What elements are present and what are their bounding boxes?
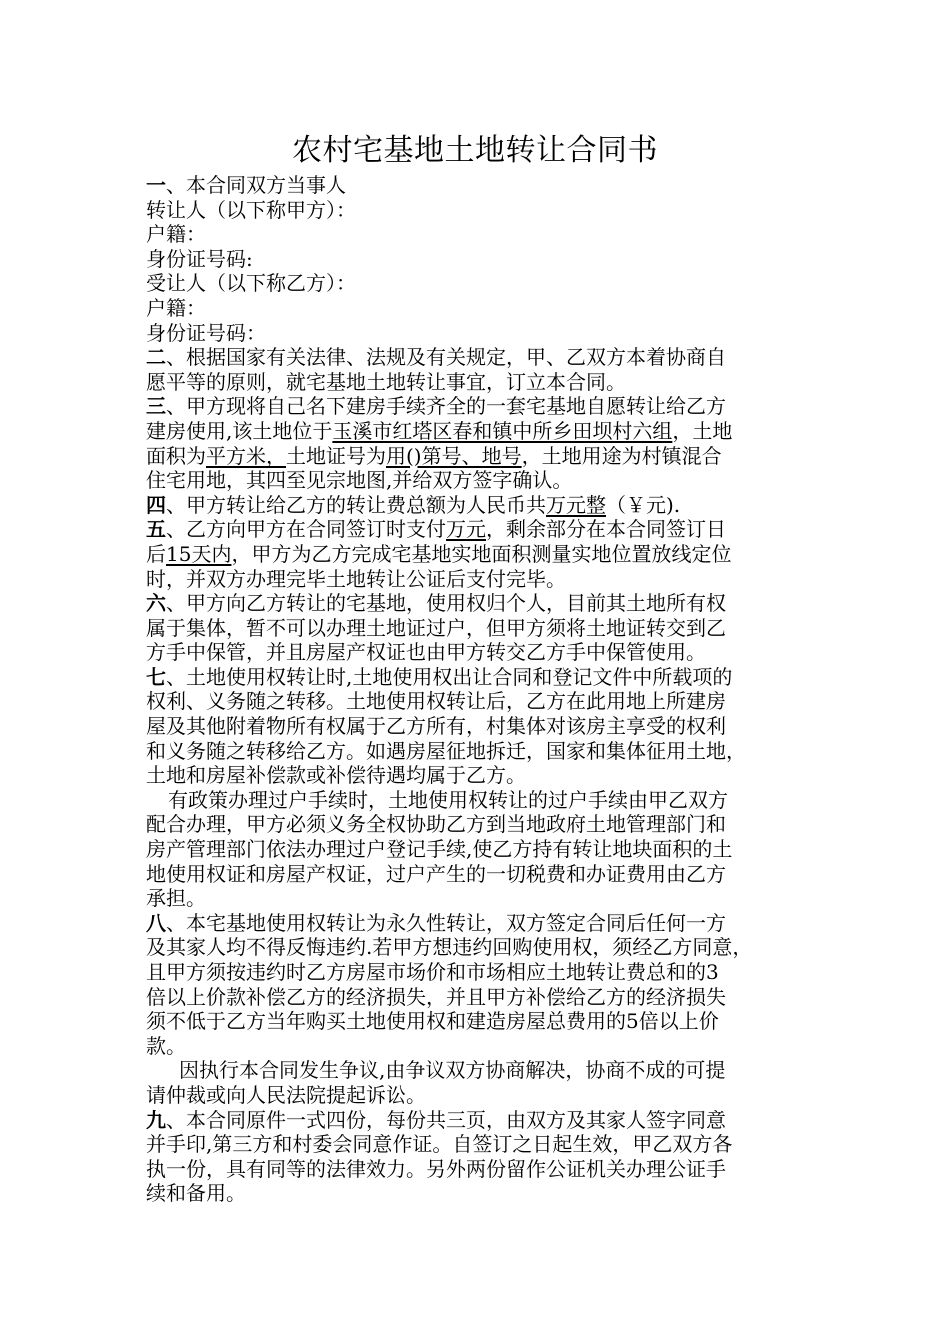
document-title: 农村宅基地土地转让合同书 <box>292 133 658 168</box>
section-number: 七 <box>146 664 166 689</box>
transferor-huji: 户籍： <box>146 222 206 247</box>
section-7-line-5: 土地和房屋补偿款或补偿待遇均属于乙方。 <box>146 763 526 788</box>
section-9-line-3: 执一份，具有同等的法律效力。另外两份留作公证机关办理公证手 <box>146 1156 726 1181</box>
section-8-para-1: 因执行本合同发生争议,由争议双方协商解决，协商不成的可提 <box>179 1058 726 1083</box>
section-number: 一 <box>146 173 166 197</box>
transferor-id: 身份证号码: <box>146 246 253 271</box>
land-location: 玉溪市红塔区春和镇中所乡田坝村六组 <box>332 418 673 443</box>
section-number: 九 <box>146 1107 166 1132</box>
section-9-line-1: 九、本合同原件一式四份，每份共三页，由双方及其家人签字同意 <box>146 1107 726 1132</box>
section-number: 八 <box>146 910 166 935</box>
transfer-fee: 万元整 <box>546 492 606 517</box>
transferee-huji: 户籍： <box>146 295 206 320</box>
section-1-heading: 一、本合同双方当事人 <box>146 173 346 197</box>
section-number: 四 <box>146 492 166 517</box>
section-7-line-3: 屋及其他附着物所有权属于乙方所有，村集体对该房主享受的权利 <box>146 714 726 739</box>
section-8-line-1: 八、本宅基地使用权转让为永久性转让，双方签定合同后任何一方 <box>146 910 726 935</box>
transferee-line: 受让人（以下称乙方）： <box>146 271 356 296</box>
section-9-line-4: 续和备用。 <box>146 1181 246 1206</box>
section-5-line-1: 五、乙方向甲方在合同签订时支付万元，剩余部分在本合同签订日 <box>146 517 726 542</box>
section-3-line-4: 住宅用地，其四至见宗地图,并给双方签字确认。 <box>146 468 573 493</box>
section-7-para-1: 有政策办理过户手续时，土地使用权转让的过户手续由甲乙双方 <box>168 787 728 812</box>
section-3-line-1: 三、甲方现将自己名下建房手续齐全的一套宅基地自愿转让给乙方 <box>146 394 726 419</box>
section-7-line-2: 权利、义务随之转移。土地使用权转让后，乙方在此用地上所建房 <box>146 689 726 714</box>
section-2-line-1: 二、根据国家有关法律、法规及有关规定，甲、乙双方本着协商自 <box>146 345 726 370</box>
section-3-line-3: 面积为平方米，土地证号为用()第号、地号，土地用途为村镇混合 <box>146 443 722 468</box>
section-4-line-1: 四、甲方转让给乙方的转让费总额为人民币共万元整（￥元). <box>146 492 681 517</box>
section-number: 五 <box>146 517 166 542</box>
section-7-line-4: 和义务随之转移给乙方。如遇房屋征地拆迁，国家和集体征用土地， <box>146 738 746 763</box>
section-6-line-3: 方手中保管，并且房屋产权证也由甲方转交乙方手中保管使用。 <box>146 640 706 665</box>
transferor-line: 转让人（以下称甲方）： <box>146 197 356 222</box>
land-area: 平方米， <box>206 443 286 468</box>
section-7-para-2: 配合办理，甲方必须义务全权协助乙方到当地政府土地管理部门和 <box>146 812 726 837</box>
section-5-line-3: 时，并双方办理完毕土地转让公证后支付完毕。 <box>146 566 566 591</box>
document-body <box>146 173 822 1206</box>
section-5-line-2: 后15天内，甲方为乙方完成宅基地实地面积测量实地位置放线定位 <box>146 541 732 566</box>
section-3-line-2: 建房使用,该土地位于玉溪市红塔区春和镇中所乡田坝村六组，土地 <box>146 418 733 443</box>
section-9-line-2: 并手印,第三方和村委会同意作证。自签订之日起生效，甲乙双方各 <box>146 1132 733 1157</box>
section-6-line-1: 六、甲方向乙方转让的宅基地，使用权归个人，目前其土地所有权 <box>146 591 726 616</box>
section-7-para-4: 地使用权证和房屋产权证，过户产生的一切税费和办证费用由乙方 <box>146 861 726 886</box>
section-8-line-3: 且甲方须按违约时乙方房屋市场价和市场相应土地转让费总和的3 <box>146 960 719 984</box>
section-8-line-6: 款。 <box>146 1033 186 1058</box>
section-8-line-2: 及其家人均不得反悔违约.若甲方想违约回购使用权，须经乙方同意， <box>146 935 753 960</box>
section-7-line-1: 七、土地使用权转让时,土地使用权出让合同和登记文件中所载项的 <box>146 664 733 689</box>
section-number: 三 <box>146 394 166 419</box>
section-8-line-4: 倍以上价款补偿乙方的经济损失，并且甲方补偿给乙方的经济损失 <box>146 984 726 1009</box>
section-8-para-2: 请仲裁或向人民法院提起诉讼。 <box>146 1082 426 1107</box>
deposit-amount: 万元 <box>446 517 486 542</box>
land-certificate-number: 用()第号、地号 <box>386 443 522 468</box>
section-2-line-2: 愿平等的原则，就宅基地土地转让事宜，订立本合同。 <box>146 369 626 394</box>
section-number: 二 <box>146 345 166 370</box>
transferee-id: 身份证号码： <box>146 320 266 345</box>
section-6-line-2: 属于集体，暂不可以办理土地证过户，但甲方须将土地证转交到乙 <box>146 615 726 640</box>
section-7-para-5: 承担。 <box>146 886 206 911</box>
section-number: 六 <box>146 591 166 616</box>
section-7-para-3: 房产管理部门依法办理过户登记手续,使乙方持有转让地块面积的土 <box>146 837 733 862</box>
payment-deadline: 15天内 <box>166 541 232 566</box>
section-8-line-5: 须不低于乙方当年购买土地使用权和建造房屋总费用的5倍以上价 <box>146 1009 719 1034</box>
